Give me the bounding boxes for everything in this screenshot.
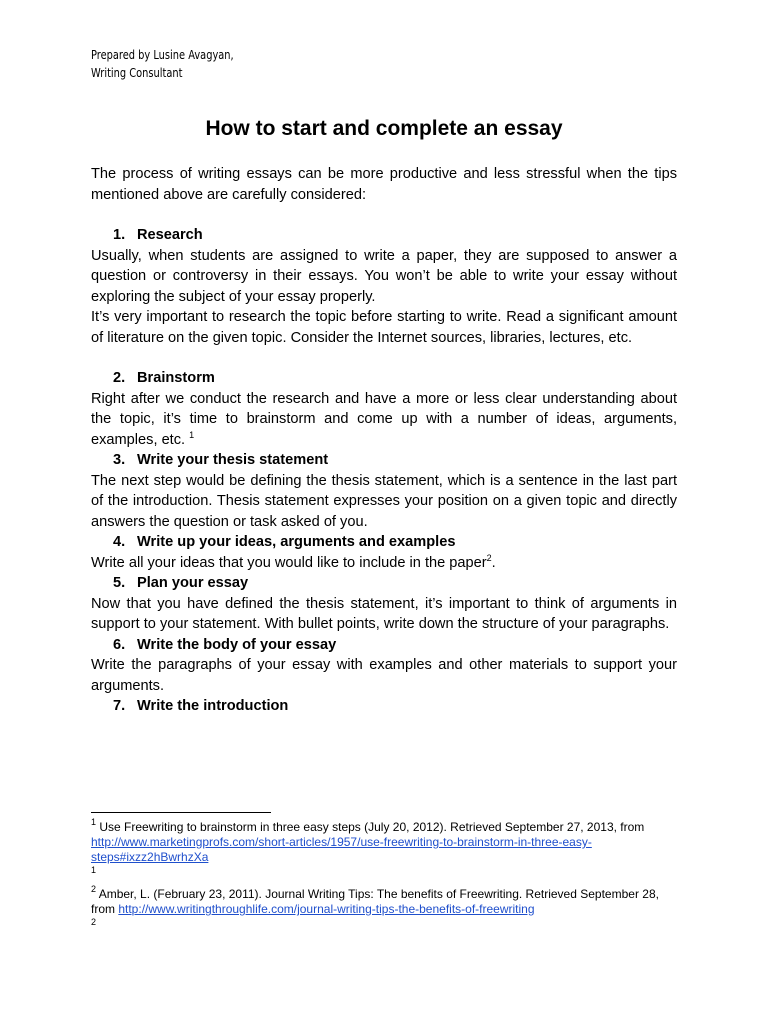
- footnote-1-marker: 1: [91, 865, 97, 875]
- footnote-ref-1[interactable]: 1: [189, 429, 195, 440]
- page-title: How to start and complete an essay: [205, 117, 563, 140]
- footnote-1: $^1$ Use Freewriting to brainstorm in three easy steps (July 20, 2012). Retrieved September 27, 2013, from http://www.marketingprofs.com/short-articles/1957/use-freewriting-to-brainstorm-in-three-easy-steps#ixzz2hBwrhzXa: [91, 817, 645, 864]
- section-heading-thesis: 3. Write your thesis statement: [113, 452, 329, 468]
- author-block: [91, 46, 234, 82]
- footnote-1-link[interactable]: http://www.marketingprofs.com/short-articles/1957/use-freewriting-to-brainstorm-in-three-easy-steps#ixzz2hBwrhzXa: [91, 835, 592, 864]
- footnote-2-marker: 2: [91, 917, 97, 927]
- body-paragraph: Write the paragraphs of your essay with examples and other materials to support your arguments.: [91, 657, 677, 694]
- section-heading-research: 1. Research: [113, 227, 203, 243]
- thesis-paragraph: The next step would be defining the thesis statement, which is a sentence in the last part of the introduction. Thesis statement expresses your position on a given topic and directly answers the question or task asked of you.: [91, 472, 677, 530]
- brainstorm-paragraph: Right after we conduct the research and have a more or less clear understanding about the topic, it’s time to brainstorm and come up with a number of ideas, arguments, examples, etc. $^1$: [91, 390, 677, 448]
- footnotes: [91, 817, 677, 927]
- section-heading-ideas: 4. Write up your ideas, arguments and examples: [113, 534, 456, 550]
- section-heading-body: 6. Write the body of your essay: [113, 636, 337, 653]
- plan-paragraph: Now that you have defined the thesis statement, it’s important to think of arguments in support to your statement. With bullet points, write down the structure of your paragraphs.: [91, 595, 677, 632]
- footnote-2-link[interactable]: http://www.writingthroughlife.com/journal-writing-tips-the-benefits-of-freewriting: [118, 902, 535, 916]
- essay-body: [91, 164, 677, 717]
- ideas-paragraph: Write all your ideas that you would like to include in the paper$^2$.: [91, 552, 496, 571]
- footnote-ref-2[interactable]: 2: [486, 552, 492, 563]
- section-heading-introduction: 7. Write the introduction: [113, 698, 289, 714]
- intro-paragraph: The process of writing essays can be more productive and less stressful when the tips mentioned above are carefully considered:: [91, 166, 677, 203]
- section-heading-plan: 5. Plan your essay: [113, 575, 249, 591]
- research-paragraph-1: Usually, when students are assigned to write a paper, they are supposed to answer a question or controversy in their essays. You won’t be able to write your essay without exploring the subject of your essay properly.: [91, 247, 677, 305]
- section-heading-brainstorm: 2. Brainstorm: [113, 370, 215, 386]
- author-role: Writing Consultant: [91, 66, 183, 80]
- footnote-divider: [91, 812, 271, 813]
- research-paragraph-2: It’s very important to research the topic before starting to write. Read a significant amount of literature on the given topic. Consider the Internet sources, libraries, lectures, etc.: [91, 309, 677, 346]
- footnote-2: $^2$ Amber, L. (February 23, 2011). Journal Writing Tips: The benefits of Freewriting. Retrieved September 28, from http://www.writingthroughlife.com/journal-writing-tips-the-benefits-of-freewriting: [91, 884, 659, 916]
- prepared-by-line: Prepared by Lusine Avagyan,: [91, 48, 234, 62]
